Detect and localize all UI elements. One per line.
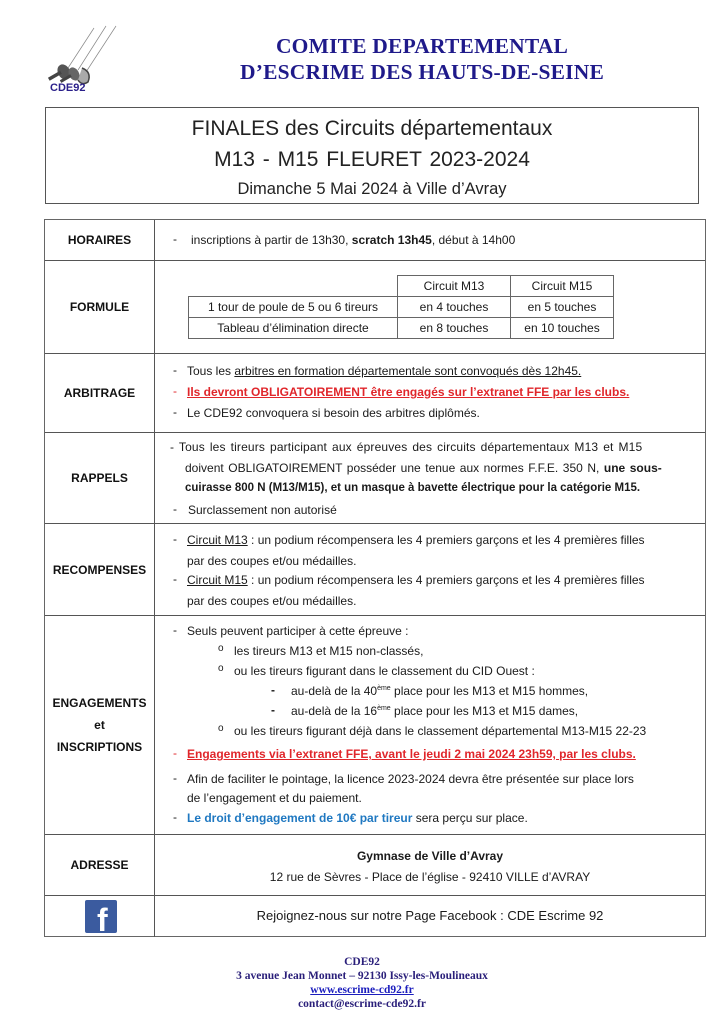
- row-formule: [45, 261, 705, 354]
- dash: -: [271, 703, 275, 717]
- recompenses-item1: [187, 532, 645, 548]
- event-title-box: [45, 107, 699, 204]
- recompenses-item1-cont: par des coupes et/ou médailles.: [187, 554, 357, 568]
- engagements-sub3: ou les tireurs figurant déjà dans le classement départemental M13-M15 22-23: [234, 724, 647, 738]
- sub2b-b: place pour les M13 et M15 dames,: [390, 704, 579, 718]
- row-engagements: [45, 616, 705, 835]
- dash: -: [173, 810, 177, 824]
- info-table: [44, 219, 706, 937]
- org-title-line2: D’ESCRIME DES HAUTS-DE-SEINE: [239, 60, 604, 84]
- facebook-text[interactable]: Rejoignez-nous sur notre Page Facebook : CDE Escrime 92: [256, 908, 604, 923]
- dash: -: [173, 405, 177, 419]
- event-subtitle: M13 - M15 FLEURET 2023-2024: [214, 148, 530, 171]
- formule-cell: en 10 touches: [511, 318, 614, 339]
- formule-header-m15: Circuit M15: [511, 276, 614, 297]
- arbitrage-warning: Ils devront OBLIGATOIREMENT être engagés sur l’extranet FFE par les clubs.: [187, 385, 630, 399]
- arbitrage-line1-underlined: arbitres en formation départementale sont convoqués dès 12h45.: [234, 364, 582, 378]
- venue-address: 12 rue de Sèvres - Place de l’église - 92410 VILLE d’AVRAY: [269, 870, 591, 884]
- horaires-text: [191, 232, 515, 248]
- arbitrage-line1-a: Tous les: [187, 364, 235, 378]
- label-horaires: HORAIRES: [45, 220, 155, 260]
- engagements-sub1: les tireurs M13 et M15 non-classés,: [234, 644, 424, 658]
- engagements-deadline: Engagements via l’extranet FFE, avant le jeudi 2 mai 2024 23h59, par les clubs.: [187, 747, 636, 761]
- dash: -: [271, 683, 275, 697]
- dash: -: [173, 532, 177, 546]
- label-recompenses: RECOMPENSES: [45, 524, 155, 615]
- engagements-licence-1: Afin de faciliter le pointage, la licence 2023-2024 devra être présentée sur place lors: [187, 772, 634, 786]
- recompenses-item2: [187, 572, 645, 588]
- row-recompenses: [45, 524, 705, 616]
- formule-header-row: [189, 276, 614, 297]
- engagements-sub2a: [291, 683, 588, 699]
- facebook-icon[interactable]: [85, 900, 117, 933]
- dash: -: [173, 746, 177, 760]
- recompenses-item2-cont: par des coupes et/ou médailles.: [187, 594, 357, 608]
- bullet-icon: o: [218, 643, 224, 654]
- engagements-intro: Seuls peuvent participer à cette épreuve :: [187, 624, 409, 638]
- label-rappels: RAPPELS: [45, 433, 155, 523]
- label-engagements: [45, 616, 155, 834]
- engagements-fee: [187, 810, 528, 826]
- arbitrage-line1: [187, 363, 581, 379]
- facebook-cell[interactable]: [45, 896, 155, 937]
- dash: -: [173, 384, 177, 398]
- bullet-icon: o: [218, 723, 224, 734]
- formule-header-empty: [189, 276, 398, 297]
- rappels-line2-bold: une sous-: [603, 461, 662, 475]
- formule-cell: Tableau d’élimination directe: [189, 318, 398, 339]
- facebook-glyph: f: [97, 902, 108, 933]
- engagements-sub2b: [291, 703, 578, 719]
- cde92-logo: [40, 24, 120, 96]
- formule-cell: en 8 touches: [398, 318, 511, 339]
- engagements-fee-amount: Le droit d’engagement de 10€ par tireur: [187, 811, 413, 825]
- horaires-scratch: scratch 13h45: [351, 233, 432, 247]
- label-formule: FORMULE: [45, 261, 155, 353]
- formule-row: [189, 318, 614, 339]
- horaires-text-b: , début à 14h00: [431, 233, 516, 247]
- content-arbitrage: [155, 354, 705, 432]
- horaires-text-a: inscriptions à partir de 13h30,: [191, 233, 352, 247]
- content-formule: [155, 261, 705, 353]
- org-title-line1: COMITE DEPARTEMENTAL: [275, 34, 569, 58]
- row-rappels: [45, 433, 705, 524]
- recompenses-item2-text: : un podium récompensera les 4 premiers garçons et les 4 premières filles: [247, 573, 645, 587]
- row-horaires: [45, 220, 705, 261]
- label-engagements-line1: ENGAGEMENTS: [52, 696, 147, 710]
- sub2a-sup: ème: [377, 685, 391, 692]
- engagements-fee-rest: sera perçu sur place.: [412, 811, 528, 825]
- engagements-sub2: ou les tireurs figurant dans le classement du CID Ouest :: [234, 664, 535, 678]
- formule-cell: en 5 touches: [511, 297, 614, 318]
- logo-text: CDE92: [50, 82, 86, 94]
- row-facebook: [45, 896, 705, 937]
- dash: -: [173, 363, 177, 377]
- formule-header-m13: Circuit M13: [398, 276, 511, 297]
- rappels-line2-a: doivent OBLIGATOIREMENT posséder une tenue aux normes F.F.E. 350 N,: [185, 461, 604, 475]
- content-engagements: [155, 616, 705, 834]
- label-engagements-line3: INSCRIPTIONS: [56, 740, 143, 754]
- formule-row: [189, 297, 614, 318]
- formule-cell: 1 tour de poule de 5 ou 6 tireurs: [189, 297, 398, 318]
- recompenses-item1-title: Circuit M13: [187, 533, 248, 547]
- rappels-line1: - Tous les tireurs participant aux épreuves des circuits départementaux M13 et M15: [170, 440, 643, 454]
- footer-address: 3 avenue Jean Monnet – 92130 Issy-les-Moulineaux: [236, 970, 488, 982]
- dash: -: [173, 232, 177, 246]
- rappels-line3: cuirasse 800 N (M13/M15), et un masque à bavette électrique pour la catégorie M15.: [185, 482, 641, 494]
- sub2a-b: place pour les M13 et M15 hommes,: [390, 684, 589, 698]
- footer-org: CDE92: [344, 956, 380, 968]
- dash: -: [173, 623, 177, 637]
- label-adresse: ADRESSE: [45, 835, 155, 895]
- recompenses-item2-title: Circuit M15: [187, 573, 248, 587]
- footer-email[interactable]: contact@escrime-cde92.fr: [298, 998, 426, 1010]
- event-date-location: Dimanche 5 Mai 2024 à Ville d’Avray: [237, 180, 507, 198]
- formule-table: [188, 275, 614, 339]
- engagements-licence-2: de l’engagement et du paiement.: [187, 791, 362, 805]
- sub2b-sup: ème: [377, 705, 391, 712]
- dash: -: [173, 771, 177, 785]
- rappels-line4: Surclassement non autorisé: [188, 503, 337, 517]
- formule-cell: en 4 touches: [398, 297, 511, 318]
- label-arbitrage: ARBITRAGE: [45, 354, 155, 432]
- row-arbitrage: [45, 354, 705, 433]
- label-engagements-line2: et: [94, 718, 105, 732]
- arbitrage-line3: Le CDE92 convoquera si besoin des arbitres diplômés.: [187, 406, 480, 420]
- row-adresse: [45, 835, 705, 896]
- sub2a-a: au-delà de la 40: [291, 684, 378, 698]
- content-facebook: [155, 896, 705, 937]
- dash: -: [173, 572, 177, 586]
- recompenses-item1-text: : un podium récompensera les 4 premiers garçons et les 4 premières filles: [247, 533, 645, 547]
- content-rappels: [155, 433, 705, 523]
- footer-website-link[interactable]: www.escrime-cd92.fr: [310, 984, 414, 996]
- event-title: FINALES des Circuits départementaux: [191, 117, 553, 140]
- bullet-icon: o: [218, 663, 224, 674]
- content-horaires: [155, 220, 705, 260]
- content-recompenses: [155, 524, 705, 615]
- content-adresse: [155, 835, 705, 895]
- dash: -: [173, 502, 177, 516]
- sub2b-a: au-delà de la 16: [291, 704, 378, 718]
- rappels-line2: [185, 460, 662, 476]
- venue-name: Gymnase de Ville d’Avray: [356, 849, 504, 863]
